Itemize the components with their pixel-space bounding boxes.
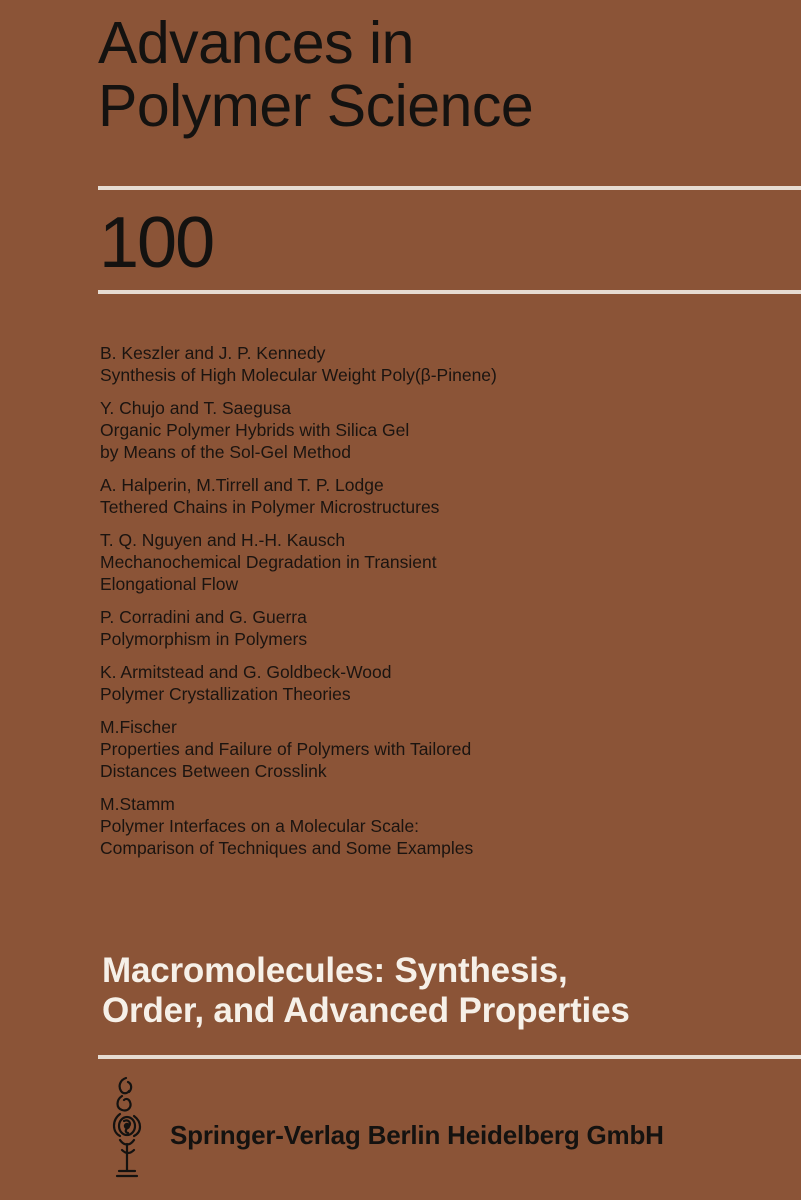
entry-title: Mechanochemical Degradation in Transient [100, 552, 437, 572]
volume-title-line-1: Macromolecules: Synthesis, [102, 951, 568, 990]
contents-entry [100, 474, 790, 518]
entry-title-continued: by Means of the Sol-Gel Method [100, 442, 351, 462]
contents-list [100, 342, 790, 870]
entry-title: Organic Polymer Hybrids with Silica Gel [100, 420, 410, 440]
volume-number: 100 [99, 203, 214, 283]
entry-title-continued: Comparison of Techniques and Some Examples [100, 838, 474, 858]
contents-entry [100, 793, 790, 859]
entry-title: Synthesis of High Molecular Weight Poly(β-Pinene) [100, 365, 497, 385]
entry-authors: P. Corradini and G. Guerra [100, 607, 307, 627]
volume-title-line-2: Order, and Advanced Properties [102, 991, 630, 1030]
entry-authors: B. Keszler and J. P. Kennedy [100, 343, 326, 363]
entry-title: Properties and Failure of Polymers with Tailored [100, 739, 472, 759]
series-title-line-2: Polymer Science [98, 73, 534, 139]
publisher-name: Springer-Verlag Berlin Heidelberg GmbH [170, 1120, 664, 1150]
entry-title-continued: Distances Between Crosslink [100, 761, 327, 781]
top-divider [98, 186, 801, 190]
contents-entry [100, 397, 790, 463]
entry-authors: M.Fischer [100, 717, 177, 737]
entry-authors: A. Halperin, M.Tirrell and T. P. Lodge [100, 475, 384, 495]
contents-entry [100, 529, 790, 595]
entry-title: Polymer Interfaces on a Molecular Scale: [100, 816, 420, 836]
contents-entry [100, 661, 790, 705]
entry-authors: M.Stamm [100, 794, 175, 814]
series-title-line-1: Advances in [98, 10, 414, 76]
entry-authors: K. Armitstead and G. Goldbeck-Wood [100, 662, 392, 682]
contents-entry [100, 606, 790, 650]
springer-chess-knight-logo-icon [102, 1074, 154, 1182]
entry-title: Polymer Crystallization Theories [100, 684, 351, 704]
contents-entry [100, 342, 790, 386]
entry-authors: T. Q. Nguyen and H.-H. Kausch [100, 530, 346, 550]
entry-title: Polymorphism in Polymers [100, 629, 308, 649]
entry-title-continued: Elongational Flow [100, 574, 239, 594]
volume-title [102, 951, 630, 1031]
contents-divider [98, 290, 801, 294]
series-title [98, 12, 533, 138]
publisher-divider [98, 1055, 801, 1059]
entry-authors: Y. Chujo and T. Saegusa [100, 398, 292, 418]
entry-title: Tethered Chains in Polymer Microstructures [100, 497, 440, 517]
contents-entry [100, 716, 790, 782]
